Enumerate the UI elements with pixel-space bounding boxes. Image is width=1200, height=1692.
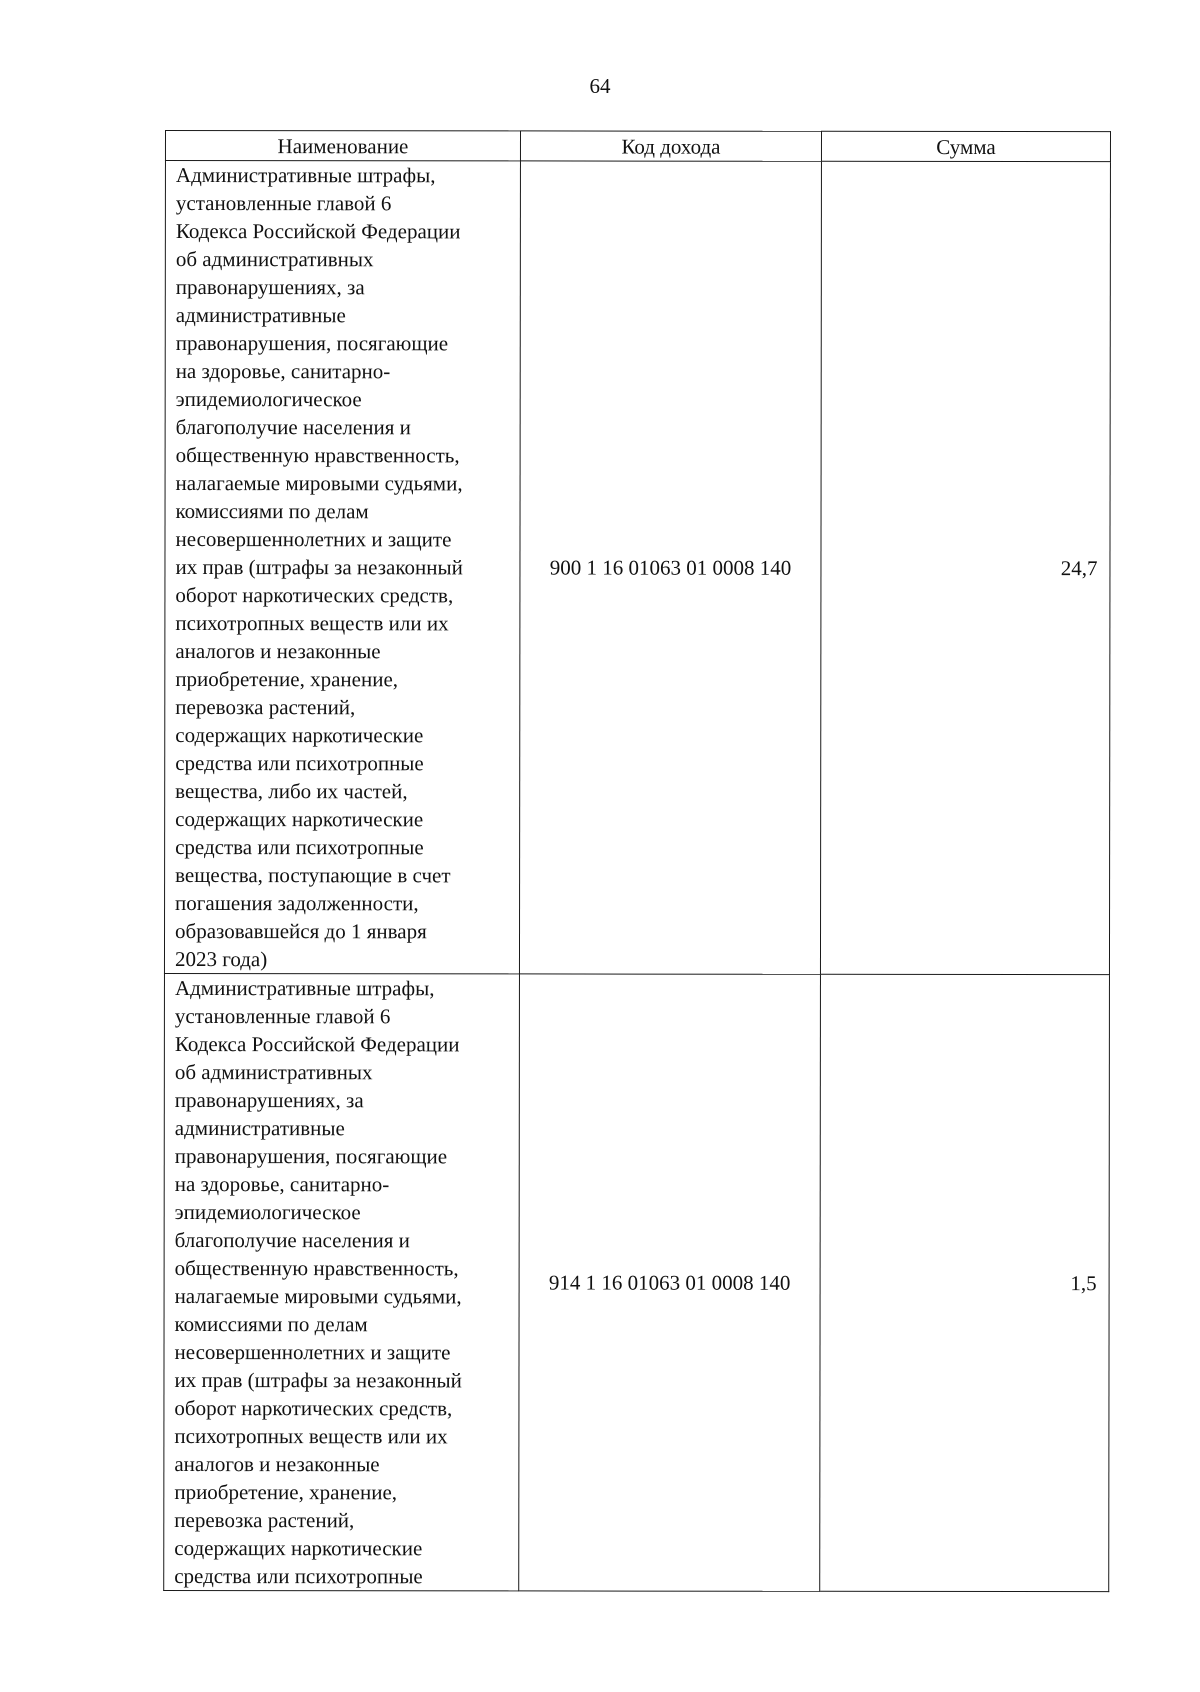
page-number: 64	[589, 74, 611, 98]
table-row	[164, 974, 1110, 1592]
row-2-name: Административные штрафы, установленные главой 6 Кодекса Российской Федерации об административных правонарушениях, за административные правонарушения, посягающие на здоровье, санитарно- эпидемиологическое благополучие населения и общественную нравственность, налагаемые мировыми судьями, комиссиями по делам несовершеннолетних и защите их прав (штрафы за незаконный оборот наркотических средств, психотропных веществ или их аналогов и незаконные приобретение, хранение, перевозка растений, содержащих наркотические средства или психотропные	[164, 974, 520, 1591]
row-1-sum: 24,7	[820, 161, 1110, 974]
revenue-table-container	[163, 130, 1110, 1592]
table-header	[165, 131, 1110, 162]
revenue-table	[163, 130, 1111, 1592]
row-2-code: 914 1 16 01063 01 0008 140	[519, 974, 821, 1591]
header-row	[165, 131, 1110, 162]
header-code: Код дохода	[520, 131, 821, 161]
table-row	[164, 161, 1110, 975]
table-body	[164, 161, 1111, 1592]
row-1-code: 900 1 16 01063 01 0008 140	[519, 161, 821, 974]
row-1-name: Административные штрафы, установленные главой 6 Кодекса Российской Федерации об административных правонарушениях, за административные правонарушения, посягающие на здоровье, санитарно- эпидемиологическое благополучие населения и общественную нравственность, налагаемые мировыми судьями, комиссиями по делам несовершеннолетних и защите их прав (штрафы за незаконный оборот наркотических средств, психотропных веществ или их аналогов и незаконные приобретение, хранение, перевозка растений, содержащих наркотические средства или психотропные вещества, либо их частей, содержащих наркотические средства или психотропные вещества, поступающие в счет погашения задолженности, образовавшейся до 1 января 2023 года)	[164, 161, 520, 974]
header-name: Наименование	[165, 131, 520, 161]
row-2-sum: 1,5	[820, 974, 1110, 1591]
header-sum: Сумма	[821, 131, 1110, 161]
